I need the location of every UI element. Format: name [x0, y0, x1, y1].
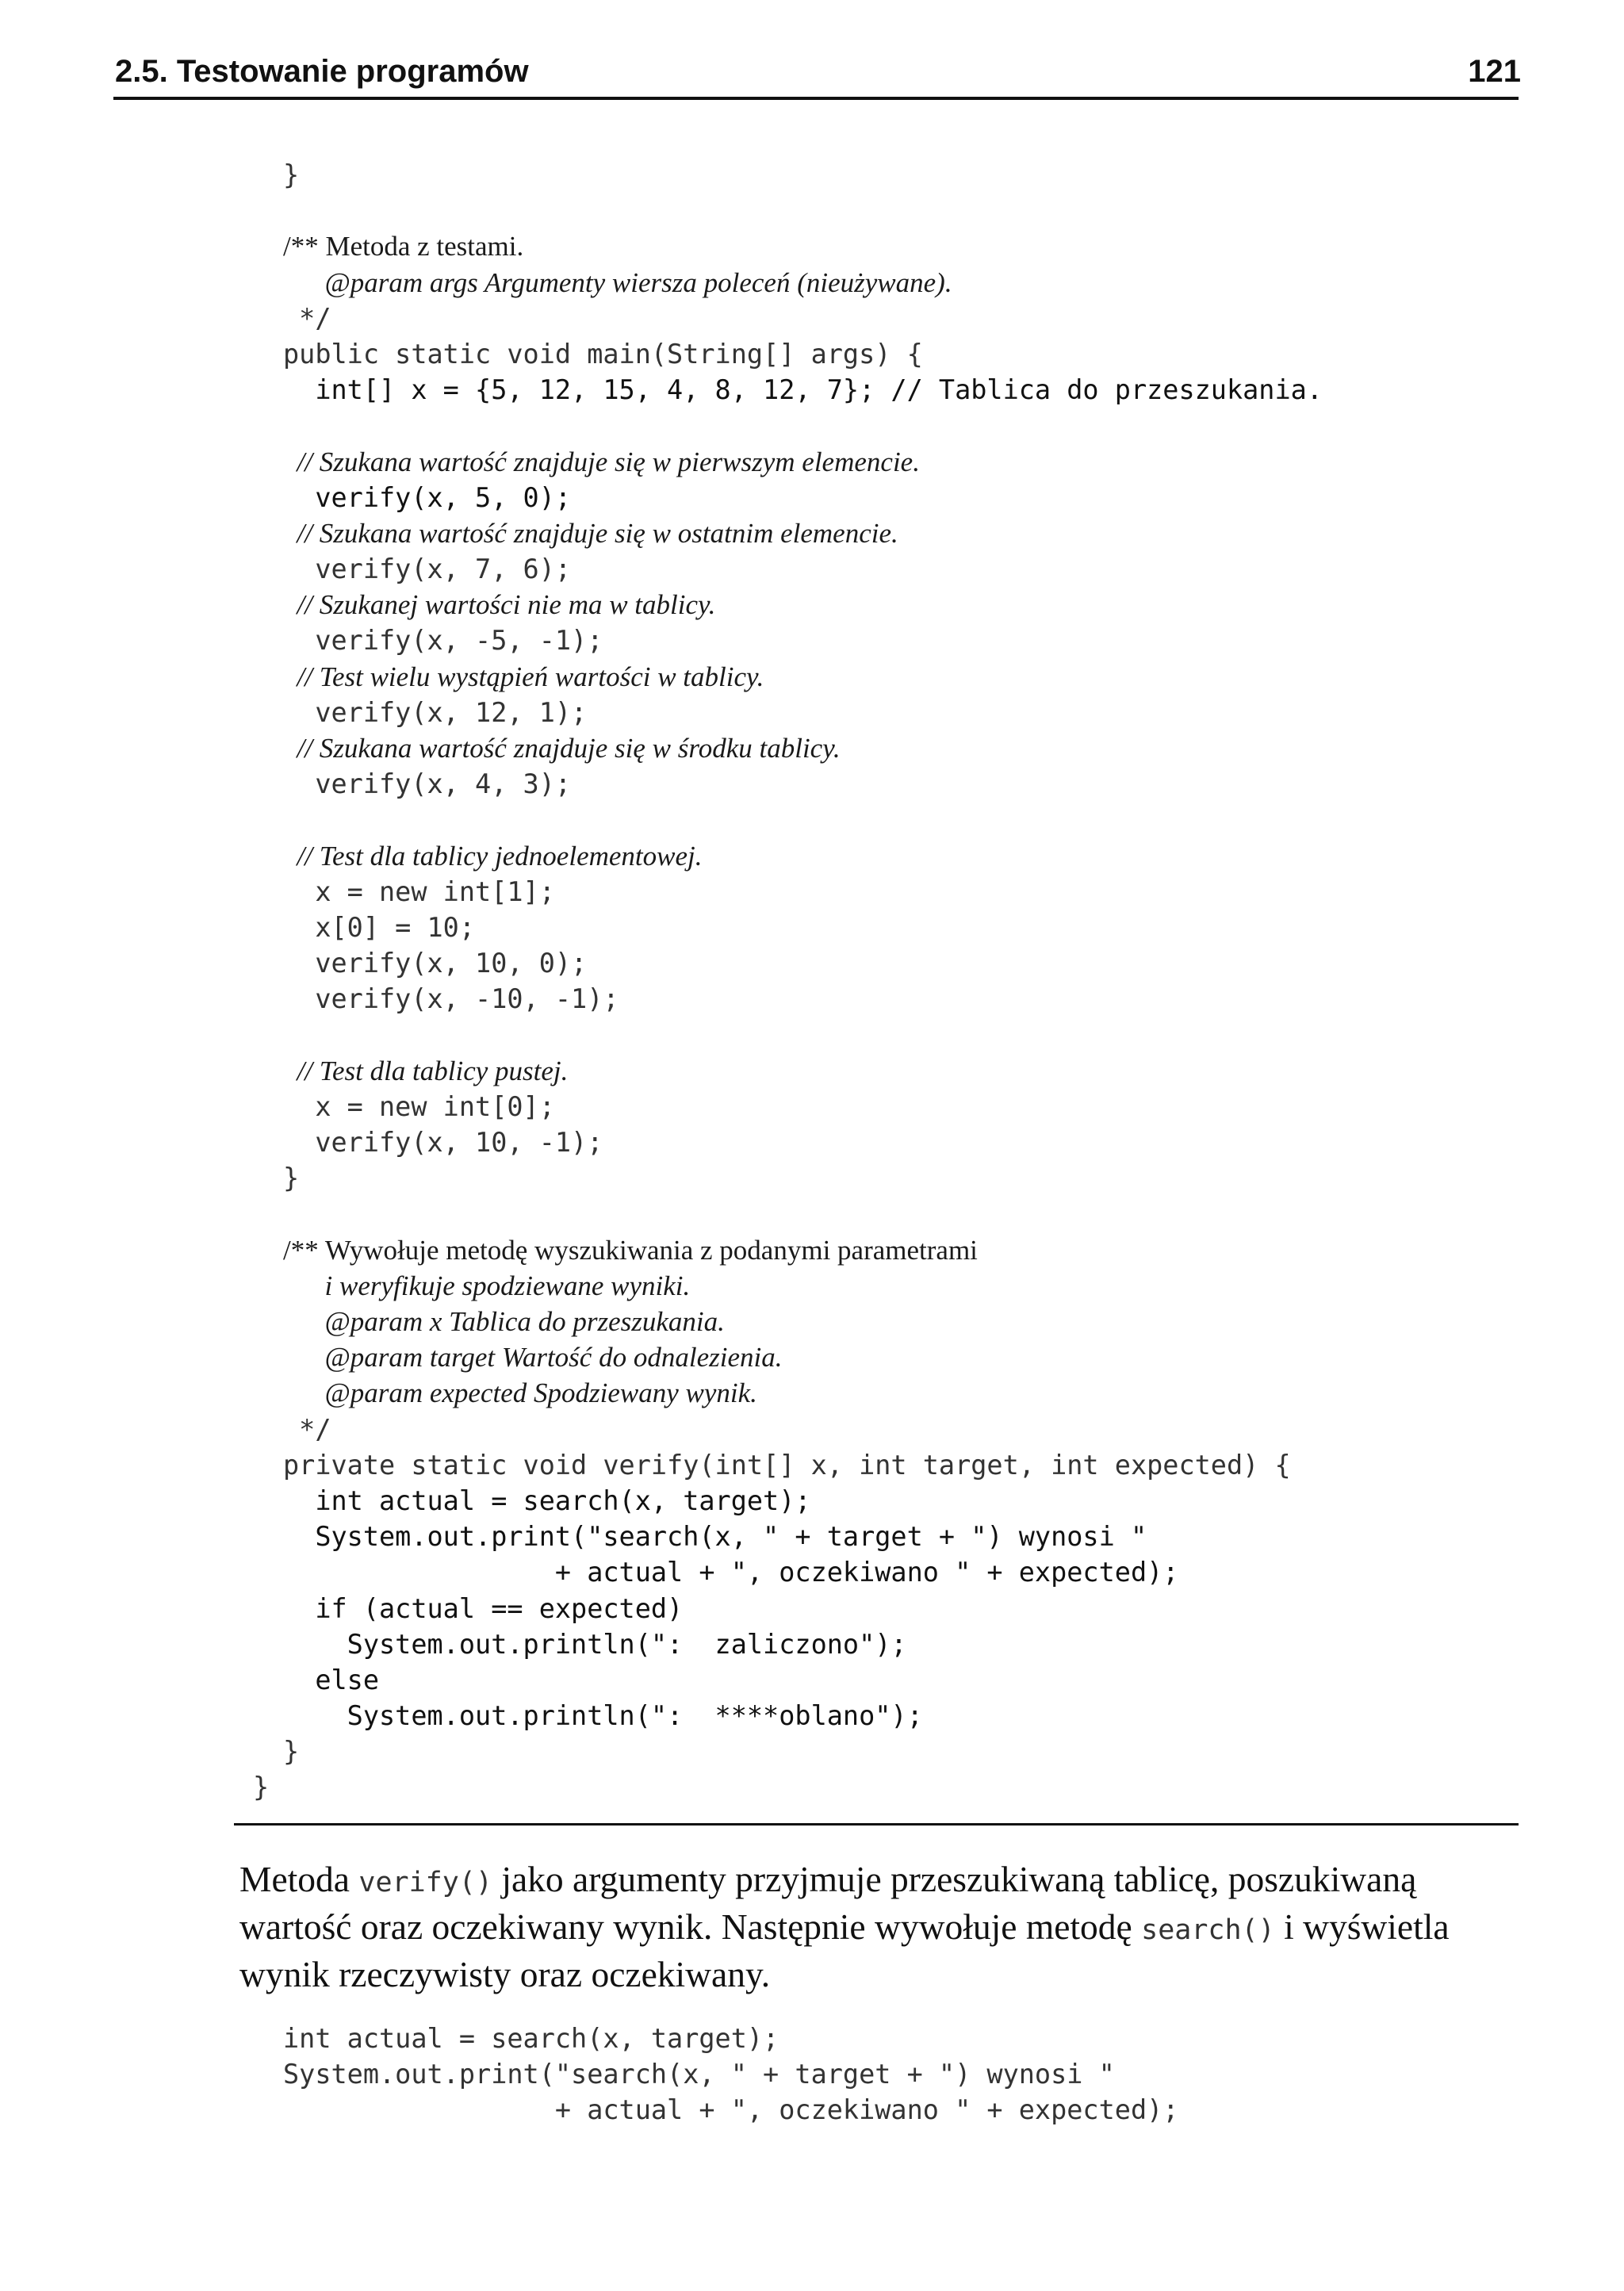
code-line: System.out.print("search(x, " + target + ") wynosi "	[283, 2059, 1115, 2090]
code-line: x[0] = 10;	[283, 911, 476, 943]
code-line: + actual + ", oczekiwano " + expected);	[283, 2094, 1179, 2126]
code-comment: // Test dla tablicy pustej.	[283, 1055, 569, 1086]
code-line: }	[283, 1163, 300, 1194]
code-line: System.out.println(": ****oblano");	[283, 1700, 923, 1732]
paragraph-text: i wyświetla wynik rzeczywisty oraz oczekiwany.	[239, 1906, 1450, 1994]
code-line: if (actual == expected)	[283, 1592, 684, 1624]
code-line: x = new int[1];	[283, 875, 555, 907]
code-line: verify(x, 4, 3);	[283, 768, 572, 800]
code-line: verify(x, 7, 6);	[283, 554, 572, 585]
code-line: */	[283, 1413, 331, 1445]
code-comment: @param expected Spodziewany wynik.	[283, 1377, 757, 1409]
code-line: else	[283, 1664, 380, 1695]
code-line	[283, 1196, 1323, 1232]
code-comment: @param x Tablica do przeszukania.	[283, 1306, 725, 1337]
code-listing	[253, 157, 1323, 1806]
code-comment: i weryfikuje spodziewane wyniki.	[283, 1270, 691, 1301]
page-number: 121	[1468, 54, 1521, 89]
code-line: verify(x, 12, 1);	[283, 696, 588, 728]
code-line: int actual = search(x, target);	[283, 1485, 811, 1516]
code-line	[283, 1017, 1323, 1053]
listing-end-rule	[234, 1823, 1519, 1826]
code-comment: // Szukana wartość znajduje się w środku tablicy.	[283, 733, 841, 764]
code-line: verify(x, -10, -1);	[283, 983, 619, 1015]
code-line: private static void verify(int[] x, int target, int expected) {	[283, 1449, 1291, 1481]
paragraph-text: Metoda	[239, 1859, 359, 1899]
code-comment: // Test dla tablicy jednoelementowej.	[283, 840, 703, 872]
code-line: int[] x = {5, 12, 15, 4, 8, 12, 7}; // Tablica do przeszukania.	[283, 374, 1323, 406]
inline-code: search()	[1141, 1914, 1275, 1946]
code-line: x = new int[0];	[283, 1090, 555, 1122]
section-title: 2.5. Testowanie programów	[115, 54, 529, 89]
code-line	[283, 193, 1323, 228]
code-line: */	[283, 302, 331, 334]
code-line: System.out.println(": zaliczono");	[283, 1628, 907, 1660]
code-line: public static void main(String[] args) {	[283, 338, 923, 370]
code-comment: @param args Argumenty wiersza poleceń (nieużywane).	[283, 266, 952, 298]
code-comment: // Test wielu wystąpień wartości w tablicy.	[283, 661, 764, 692]
code-line: verify(x, -5, -1);	[283, 625, 603, 657]
code-line: }	[253, 1772, 270, 1803]
code-comment: // Szukana wartość znajduje się w pierwszym elemencie.	[283, 446, 920, 477]
paragraph-text: jako argumenty przyjmuje przeszukiwaną tablicę, poszukiwaną wartość oraz oczekiwany wynik. Następnie wywołuje metodę	[239, 1859, 1417, 1947]
code-line: }	[283, 1736, 300, 1768]
code-comment: // Szukana wartość znajduje się w ostatnim elemencie.	[283, 517, 898, 549]
code-comment: @param target Wartość do odnalezienia.	[283, 1342, 783, 1373]
code-line: verify(x, 10, -1);	[283, 1127, 603, 1159]
code-line: + actual + ", oczekiwano " + expected);	[283, 1557, 1179, 1588]
body-paragraph	[239, 1857, 1518, 1996]
code-line: verify(x, 10, 0);	[283, 948, 588, 979]
inline-code: verify()	[358, 1867, 492, 1898]
code-line	[283, 802, 1323, 837]
code-comment: /** Wywołuje metodę wyszukiwania z podanymi parametrami	[283, 1234, 978, 1266]
code-line: System.out.print("search(x, " + target + ") wynosi "	[283, 1521, 1147, 1553]
code-comment: /** Metoda z testami.	[283, 231, 524, 262]
code-comment: // Szukanej wartości nie ma w tablicy.	[283, 589, 716, 621]
code-line: verify(x, 5, 0);	[283, 481, 572, 513]
code-line: int actual = search(x, target);	[283, 2023, 779, 2054]
header-rule	[113, 97, 1519, 100]
code-line: }	[283, 159, 300, 190]
code-snippet	[283, 2021, 1178, 2128]
code-line	[283, 408, 1323, 443]
